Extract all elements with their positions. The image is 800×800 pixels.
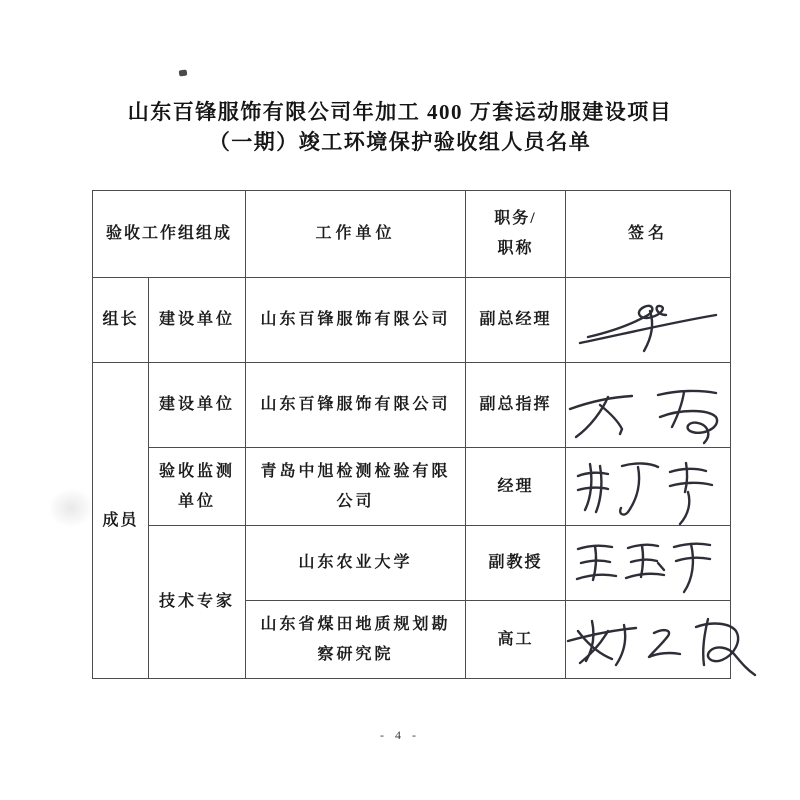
cell-signature — [566, 278, 731, 363]
signature-scribble — [572, 535, 717, 593]
table-row — [93, 363, 731, 448]
cell-unit-type: 技术专家 — [149, 526, 246, 679]
scan-artifact-speck — [179, 69, 188, 76]
signature-scribble — [562, 381, 740, 453]
scan-smudge — [48, 488, 94, 528]
page-number: - 4 - — [380, 728, 420, 742]
cell-unit-type: 建设单位 — [149, 363, 246, 448]
cell-unit-type: 验收监测单位 — [149, 448, 246, 526]
table-row — [93, 448, 731, 526]
signature-scribble — [574, 293, 724, 355]
header-title-line1: 职务/ — [494, 210, 537, 227]
document-title — [0, 97, 800, 157]
header-title — [466, 191, 566, 278]
cell-work-unit: 山东省煤田地质规划勘察研究院 — [246, 601, 466, 679]
cell-work-unit: 山东百锋服饰有限公司 — [246, 278, 466, 363]
document-title-line2: （一期）竣工环境保护验收组人员名单 — [208, 130, 592, 154]
document-title-line1: 山东百锋服饰有限公司年加工 400 万套运动服建设项目 — [127, 100, 673, 124]
cell-title: 副总指挥 — [466, 363, 566, 448]
cell-work-unit: 青岛中旭检测检验有限公司 — [246, 448, 466, 526]
cell-title: 副教授 — [466, 526, 566, 601]
cell-signature — [566, 526, 731, 601]
cell-unit-type: 建设单位 — [149, 278, 246, 363]
cell-work-unit: 山东百锋服饰有限公司 — [246, 363, 466, 448]
table-row — [93, 526, 731, 601]
signature-scribble — [570, 456, 725, 528]
cell-signature — [566, 363, 731, 448]
cell-work-unit: 山东农业大学 — [246, 526, 466, 601]
cell-group-leader: 组长 — [93, 278, 149, 363]
cell-signature — [566, 601, 731, 679]
table-row — [93, 278, 731, 363]
cell-title: 高工 — [466, 601, 566, 679]
cell-title: 经理 — [466, 448, 566, 526]
header-group-composition: 验收工作组组成 — [93, 191, 246, 278]
acceptance-group-table — [92, 190, 731, 679]
cell-group-member: 成员 — [93, 363, 149, 679]
cell-title: 副总经理 — [466, 278, 566, 363]
table-header-row — [93, 191, 731, 278]
signature-scribble — [562, 611, 762, 679]
header-title-line2: 职称 — [497, 240, 534, 257]
header-signature: 签名 — [566, 191, 731, 278]
cell-signature — [566, 448, 731, 526]
header-work-unit: 工作单位 — [246, 191, 466, 278]
